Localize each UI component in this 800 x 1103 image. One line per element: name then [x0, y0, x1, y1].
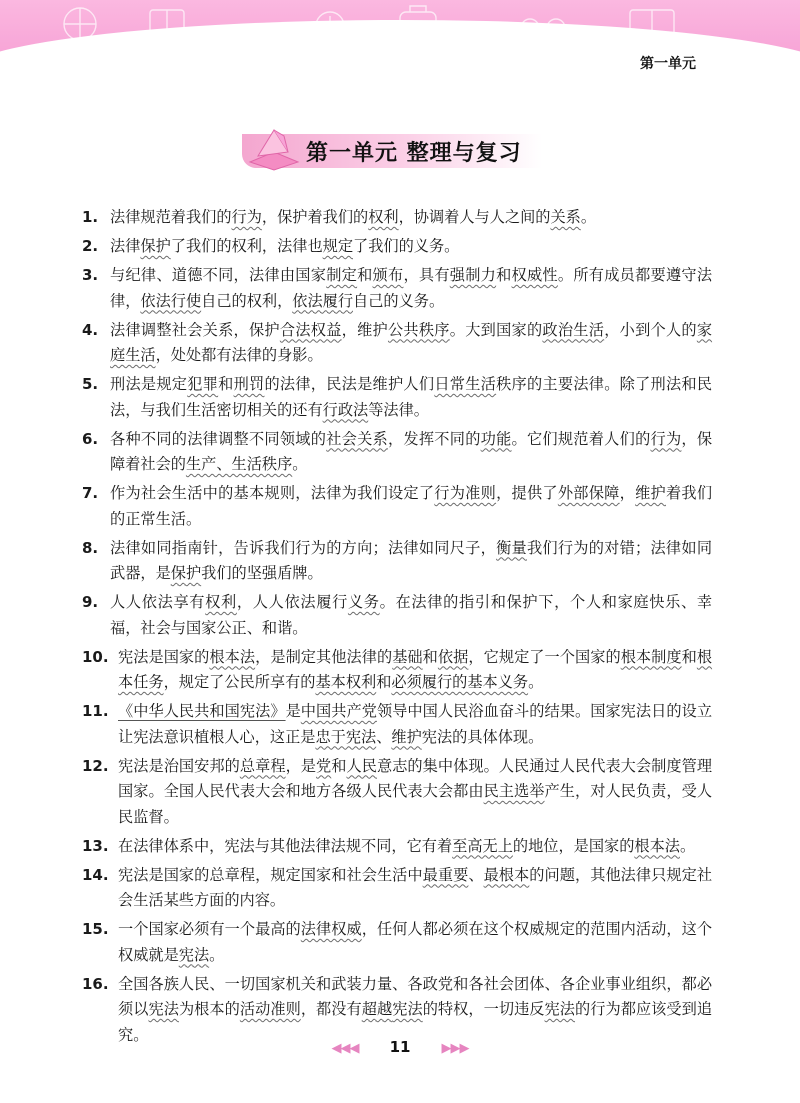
item-text: 。 [528, 673, 544, 691]
review-item [82, 318, 712, 369]
item-text: 法律规范着我们的 [110, 208, 232, 226]
item-text: 我们的坚强盾牌。 [201, 564, 323, 582]
review-item [82, 645, 712, 696]
item-text: 产生，对人民负责，受人民监督。 [118, 782, 713, 826]
item-number: 10. [82, 647, 109, 666]
key-term: 制定 [326, 266, 358, 284]
page-title: 第一单元 整理与复习 [306, 140, 522, 166]
books-icon [244, 122, 304, 172]
page-footer [0, 1037, 800, 1056]
item-text: ，是制定其他法律的 [255, 647, 393, 666]
key-term: 宪法 [392, 1000, 423, 1018]
item-text: 。 [580, 208, 596, 226]
item-text: 、 [376, 727, 392, 746]
key-term: 颁布 [372, 266, 404, 284]
review-item [82, 372, 712, 423]
key-term: 依法行使 [140, 291, 202, 310]
item-text: 。它们规范着人们的 [511, 429, 651, 448]
key-term: 犯罪 [187, 375, 219, 393]
review-item [82, 536, 712, 587]
item-text: 的行为都应该受到追究。 [118, 1000, 713, 1044]
review-item [82, 699, 712, 750]
key-term: 必须履行的基本义务 [391, 673, 529, 691]
item-number: 9. [82, 593, 99, 611]
key-term: 日常生活 [434, 375, 497, 393]
item-number: 7. [82, 484, 99, 502]
key-term: 中国共产党 [300, 702, 377, 720]
item-text: 和 [357, 266, 373, 284]
item-number: 15. [82, 920, 109, 938]
item-number: 12. [82, 756, 109, 775]
item-text: 宪法的具体体现。 [421, 727, 544, 746]
item-text: 自己的权利， [201, 291, 293, 310]
item-text: 了我们的义务。 [353, 237, 460, 255]
item-text: 宪法是国家的 [118, 647, 210, 666]
item-number: 2. [82, 237, 99, 255]
item-text: 自己的义务。 [353, 291, 445, 310]
item-text: 刑法是规定 [110, 375, 188, 393]
item-number: 6. [82, 429, 99, 448]
item-text: 。 [209, 945, 225, 964]
review-item [82, 481, 712, 532]
item-text: 与纪律、道德不同，法律由国家 [110, 266, 327, 284]
item-text: 着我们的正常生活。 [110, 484, 713, 528]
key-term: 基础 [392, 647, 423, 666]
item-text: ， [619, 484, 636, 502]
prev-arrows-icon: ◀◀◀ [331, 1041, 359, 1056]
key-term: 依据 [437, 647, 469, 666]
glasses-icon [521, 19, 539, 37]
item-text: 为根本的 [178, 1000, 240, 1018]
key-term: 行为 [650, 429, 682, 448]
item-text: ，处处都有法律的身影。 [155, 346, 323, 364]
item-text: 。 [679, 836, 696, 855]
section-title [242, 122, 562, 172]
item-number: 3. [82, 266, 99, 284]
key-term: 法律权威 [300, 920, 362, 938]
key-term: 行政法 [322, 400, 369, 419]
item-text: ，它规定了一个国家的 [468, 647, 621, 666]
key-term: 最重要 [422, 865, 469, 884]
item-text: ，是 [285, 756, 317, 775]
item-text: ，提供了 [496, 484, 558, 502]
review-item [82, 917, 712, 968]
review-item [82, 863, 712, 914]
item-text: ，都没有 [300, 1000, 362, 1018]
item-text: 。大到国家的 [449, 320, 543, 339]
key-term: 衡量 [496, 538, 527, 557]
item-text: ，小到个人的 [604, 320, 697, 339]
item-text: 各种不同的法律调整不同领域的 [110, 429, 327, 448]
review-list [82, 205, 712, 1052]
item-text: 秩序的主要法律。除了刑法和民法，与我们生活密切相关的还有 [110, 375, 713, 419]
item-text: 作为社会生活中的基本规则，法律为我们设定了 [110, 484, 435, 502]
key-term: 外部保障 [557, 484, 620, 502]
item-text: 一个国家必须有一个最高的 [118, 920, 301, 938]
item-text: 是 [285, 702, 301, 720]
item-number: 14. [82, 865, 109, 884]
item-text: 和 [331, 756, 347, 775]
key-term: 党 [316, 756, 332, 775]
item-text: 和 [496, 266, 512, 284]
key-term: 根本任务 [118, 647, 713, 691]
key-term: 人民 [346, 756, 377, 775]
key-term: 根本法 [634, 836, 680, 855]
key-term: 刑罚 [233, 375, 265, 393]
key-term: 宪法 [544, 1000, 576, 1018]
key-term: 总章程 [239, 756, 286, 775]
key-term: 功能 [480, 429, 512, 448]
item-text: ，人人依法履行 [236, 593, 348, 611]
item-number: 13. [82, 836, 109, 855]
key-term: 根本制度 [620, 647, 682, 666]
key-term: 根本法 [209, 647, 256, 666]
key-term: 规定 [322, 237, 353, 255]
key-term: 行为准则 [434, 484, 497, 502]
item-text: 全国各族人民、一切国家机关和武装力量、各政党和各社会团体、各企业事业组织，都必须以 [118, 974, 712, 1018]
item-text: 法律 [110, 237, 141, 255]
key-term: 宪法 [148, 1000, 179, 1018]
item-number: 4. [82, 320, 99, 339]
item-number: 11. [82, 702, 109, 720]
review-item [82, 427, 712, 478]
item-text: 的地位，是国家的 [512, 836, 635, 855]
key-term: 维护 [635, 484, 666, 502]
review-item [82, 754, 712, 831]
key-term: 基本权利 [315, 673, 377, 691]
review-item [82, 205, 712, 231]
next-arrows-icon: ▶▶▶ [441, 1041, 469, 1056]
item-text: ，保护着我们的 [261, 208, 369, 226]
key-term: 维护 [391, 727, 422, 746]
key-term: 行为 [231, 208, 262, 226]
key-term: 权利 [368, 208, 399, 226]
item-text: 和 [681, 647, 697, 666]
school-doodles-decoration [0, 2, 800, 52]
key-term: 强制力 [449, 266, 497, 284]
key-term: 家庭生活 [110, 320, 713, 364]
key-term: 保护 [140, 237, 171, 255]
key-term: 宪法 [178, 945, 210, 964]
item-number: 5. [82, 375, 99, 393]
item-text: 在法律体系中，宪法与其他法律法规不同，它有着 [118, 836, 453, 855]
item-text: 等法律。 [368, 400, 429, 419]
item-text: 意志的集中体现。人民通过人民代表大会制度管理国家。全国人民代表大会和地方各级人民代表大会都由 [118, 756, 713, 800]
item-text: 宪法是国家的总章程，规定国家和社会生活中 [118, 865, 423, 884]
item-text: 领导中国人民浴血奋斗的结果。国家宪法日的设立让宪法意识植根人心，这正是 [118, 702, 713, 746]
item-number: 1. [82, 208, 99, 226]
item-text: 了我们的权利，法律也 [170, 237, 323, 255]
item-text: 人人依法享有 [110, 593, 206, 611]
key-term: 忠于宪法 [315, 727, 377, 746]
key-term: 义务 [347, 593, 380, 611]
key-term: 生产、生活秩序 [185, 455, 293, 473]
item-text: ，规定了公民所享有的 [163, 673, 316, 691]
item-text: ，具有 [403, 266, 450, 284]
item-text: ，任何人都必须在这个权威规定的范围内活动，这个权威就是 [118, 920, 713, 964]
key-term: 权利 [205, 593, 237, 611]
item-text: 和 [218, 375, 234, 393]
item-text: 。在法律的指引和保护下，个人和家庭快乐、幸福，社会与国家公正、和谐。 [110, 593, 713, 637]
item-text: 宪法是治国安邦的 [118, 756, 240, 775]
key-term: 合法权益 [279, 320, 342, 339]
key-term: 依法履行 [292, 291, 353, 310]
key-term: 政治生活 [542, 320, 605, 339]
item-text: 法律调整社会关系，保护 [110, 320, 280, 339]
key-term: 活动准则 [239, 1000, 301, 1018]
key-term: 至高无上 [452, 836, 513, 855]
item-text: 和 [422, 647, 438, 666]
key-term: 社会关系 [326, 429, 388, 448]
page-number: 11 [389, 1038, 411, 1056]
item-text: 、 [468, 865, 484, 884]
bag-icon [400, 12, 436, 42]
item-text: 法律如同指南针，告诉我们行为的方向；法律如同尺子， [110, 538, 497, 557]
item-text: ，协调着人与人之间的 [398, 208, 551, 226]
item-text: 的特权，一切违反 [422, 1000, 545, 1018]
key-term: 权威性 [511, 266, 558, 284]
item-text: 我们行为的对错；法律如同武器，是 [110, 538, 713, 582]
item-text: 和 [376, 673, 392, 691]
key-term: 保护 [170, 564, 202, 582]
item-text: 的问题，其他法律只规定社会生活某些方面的内容。 [118, 865, 713, 909]
item-text: ，发挥不同的 [387, 429, 481, 448]
key-term: 《中华人民共和国宪法》 [118, 702, 286, 720]
review-item [82, 834, 712, 860]
review-item [82, 263, 712, 314]
key-term: 民主选举 [483, 782, 545, 800]
key-term: 最根本 [483, 865, 530, 884]
item-number: 16. [82, 974, 109, 993]
item-text: 。 [292, 455, 308, 473]
key-term: 公共秩序 [387, 320, 450, 339]
key-term: 关系 [550, 208, 581, 226]
item-text: ，维护 [341, 320, 388, 339]
item-text: 的法律，民法是维护人们 [264, 375, 435, 393]
item-text: 。所有成员都要遵守法律， [110, 266, 713, 310]
unit-label: 第一单元 [640, 56, 696, 72]
review-item [82, 234, 712, 260]
key-term: 超越 [361, 1000, 393, 1018]
review-item [82, 590, 712, 641]
item-text: ，保障着社会的 [110, 429, 713, 473]
item-number: 8. [82, 538, 99, 557]
